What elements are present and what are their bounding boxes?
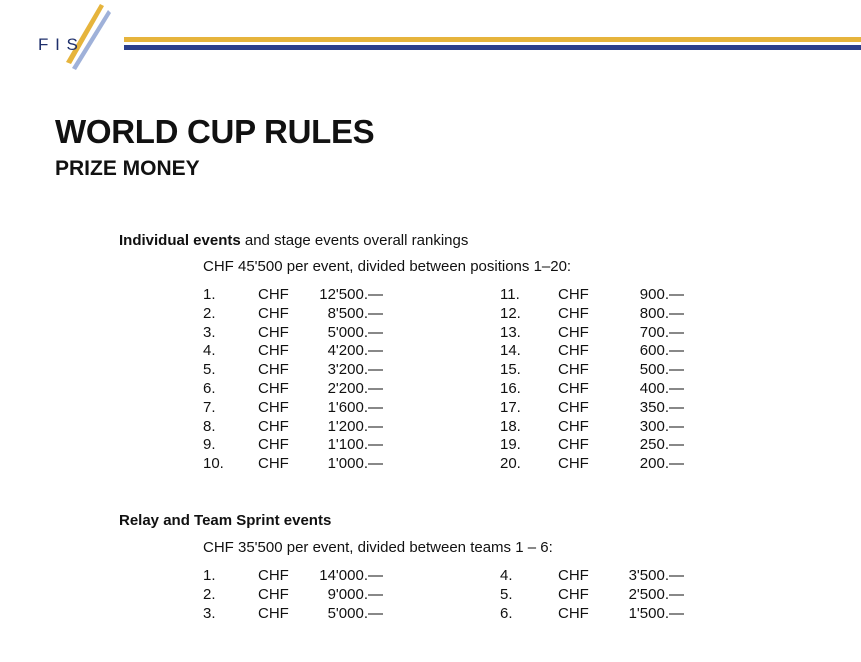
currency-cell: CHF [558, 436, 589, 454]
currency-cell: CHF [258, 585, 289, 603]
table-row [203, 605, 383, 624]
currency-cell: CHF [558, 323, 589, 341]
position-cell: 14. [500, 342, 521, 360]
currency-cell: CHF [258, 286, 289, 303]
table-row [203, 567, 383, 586]
position-cell: 19. [500, 436, 521, 454]
currency-cell: CHF [258, 567, 289, 584]
relay-table-left [203, 567, 383, 623]
table-row [203, 399, 383, 418]
currency-cell: CHF [558, 361, 589, 379]
amount-cell: 900.— [639, 286, 684, 303]
currency-cell: CHF [558, 585, 589, 603]
table-row [500, 567, 684, 586]
amount-cell: 1'100.— [327, 436, 383, 454]
amount-cell: 350.— [639, 398, 684, 416]
individual-heading [119, 232, 468, 249]
position-cell: 1. [203, 286, 216, 303]
table-row [500, 305, 684, 324]
currency-cell: CHF [558, 379, 589, 397]
fis-logo [38, 2, 120, 72]
amount-cell: 600.— [639, 342, 684, 360]
table-row [500, 286, 684, 305]
position-cell: 13. [500, 323, 521, 341]
position-cell: 17. [500, 398, 521, 416]
table-row [500, 418, 684, 437]
amount-cell: 200.— [639, 455, 684, 473]
currency-cell: CHF [558, 286, 589, 303]
currency-cell: CHF [258, 379, 289, 397]
table-row [500, 455, 684, 474]
amount-cell: 14'000.— [319, 567, 383, 584]
table-row [500, 436, 684, 455]
amount-cell: 300.— [639, 417, 684, 435]
table-row [203, 286, 383, 305]
individual-heading-rest: and stage events overall rankings [240, 232, 469, 249]
amount-cell: 700.— [639, 323, 684, 341]
currency-cell: CHF [558, 304, 589, 322]
position-cell: 20. [500, 455, 521, 473]
amount-cell: 5'000.— [327, 604, 383, 622]
position-cell: 9. [203, 436, 216, 454]
table-row [203, 361, 383, 380]
relay-heading [119, 512, 331, 529]
table-row [203, 418, 383, 437]
position-cell: 6. [500, 604, 513, 622]
amount-cell: 1'200.— [327, 417, 383, 435]
amount-cell: 500.— [639, 361, 684, 379]
position-cell: 3. [203, 323, 216, 341]
position-cell: 8. [203, 417, 216, 435]
amount-cell: 400.— [639, 379, 684, 397]
individual-heading-bold: Individual events [119, 232, 241, 249]
currency-cell: CHF [258, 342, 289, 360]
individual-summary: CHF 45'500 per event, divided between positions 1–20: [203, 258, 572, 275]
table-row [203, 305, 383, 324]
position-cell: 5. [500, 585, 513, 603]
table-row [500, 586, 684, 605]
currency-cell: CHF [558, 604, 589, 622]
amount-cell: 1'000.— [327, 455, 383, 473]
amount-cell: 5'000.— [327, 323, 383, 341]
amount-cell: 1'500.— [628, 604, 684, 622]
amount-cell: 3'500.— [628, 567, 684, 584]
table-row [203, 342, 383, 361]
table-row [500, 380, 684, 399]
page-subtitle: PRIZE MONEY [55, 157, 200, 180]
amount-cell: 1'600.— [327, 398, 383, 416]
currency-cell: CHF [558, 567, 589, 584]
currency-cell: CHF [258, 417, 289, 435]
position-cell: 2. [203, 585, 216, 603]
fis-logo-text: F I S [38, 35, 79, 54]
relay-summary: CHF 35'500 per event, divided between teams 1 – 6: [203, 539, 553, 556]
table-row [203, 586, 383, 605]
table-row [203, 436, 383, 455]
amount-cell: 3'200.— [327, 361, 383, 379]
amount-cell: 2'200.— [327, 379, 383, 397]
position-cell: 3. [203, 604, 216, 622]
position-cell: 2. [203, 304, 216, 322]
header-stripe-gold [124, 37, 861, 42]
currency-cell: CHF [258, 304, 289, 322]
position-cell: 10. [203, 455, 224, 473]
relay-heading-bold: Relay and Team Sprint events [119, 512, 332, 529]
currency-cell: CHF [558, 342, 589, 360]
amount-cell: 250.— [639, 436, 684, 454]
page-title: WORLD CUP RULES [55, 113, 375, 150]
position-cell: 12. [500, 304, 521, 322]
header-stripe-blue [124, 45, 861, 50]
position-cell: 4. [500, 567, 513, 584]
position-cell: 11. [500, 286, 520, 303]
currency-cell: CHF [258, 455, 289, 473]
amount-cell: 12'500.— [319, 286, 383, 303]
amount-cell: 4'200.— [327, 342, 383, 360]
amount-cell: 8'500.— [327, 304, 383, 322]
position-cell: 6. [203, 379, 216, 397]
amount-cell: 2'500.— [628, 585, 684, 603]
table-row [203, 324, 383, 343]
currency-cell: CHF [258, 323, 289, 341]
position-cell: 15. [500, 361, 521, 379]
currency-cell: CHF [558, 398, 589, 416]
amount-cell: 9'000.— [327, 585, 383, 603]
position-cell: 5. [203, 361, 216, 379]
position-cell: 1. [203, 567, 216, 584]
currency-cell: CHF [558, 417, 589, 435]
table-row [500, 342, 684, 361]
position-cell: 4. [203, 342, 216, 360]
table-row [203, 455, 383, 474]
table-row [500, 324, 684, 343]
table-row [500, 605, 684, 624]
individual-table-right [500, 286, 684, 474]
redacted-area [215, 156, 580, 186]
amount-cell: 800.— [639, 304, 684, 322]
table-row [500, 361, 684, 380]
currency-cell: CHF [258, 604, 289, 622]
position-cell: 7. [203, 398, 216, 416]
relay-table-right [500, 567, 684, 623]
position-cell: 16. [500, 379, 521, 397]
table-row [203, 380, 383, 399]
currency-cell: CHF [258, 398, 289, 416]
table-row [500, 399, 684, 418]
currency-cell: CHF [258, 361, 289, 379]
position-cell: 18. [500, 417, 521, 435]
currency-cell: CHF [258, 436, 289, 454]
individual-table-left [203, 286, 383, 474]
currency-cell: CHF [558, 455, 589, 473]
